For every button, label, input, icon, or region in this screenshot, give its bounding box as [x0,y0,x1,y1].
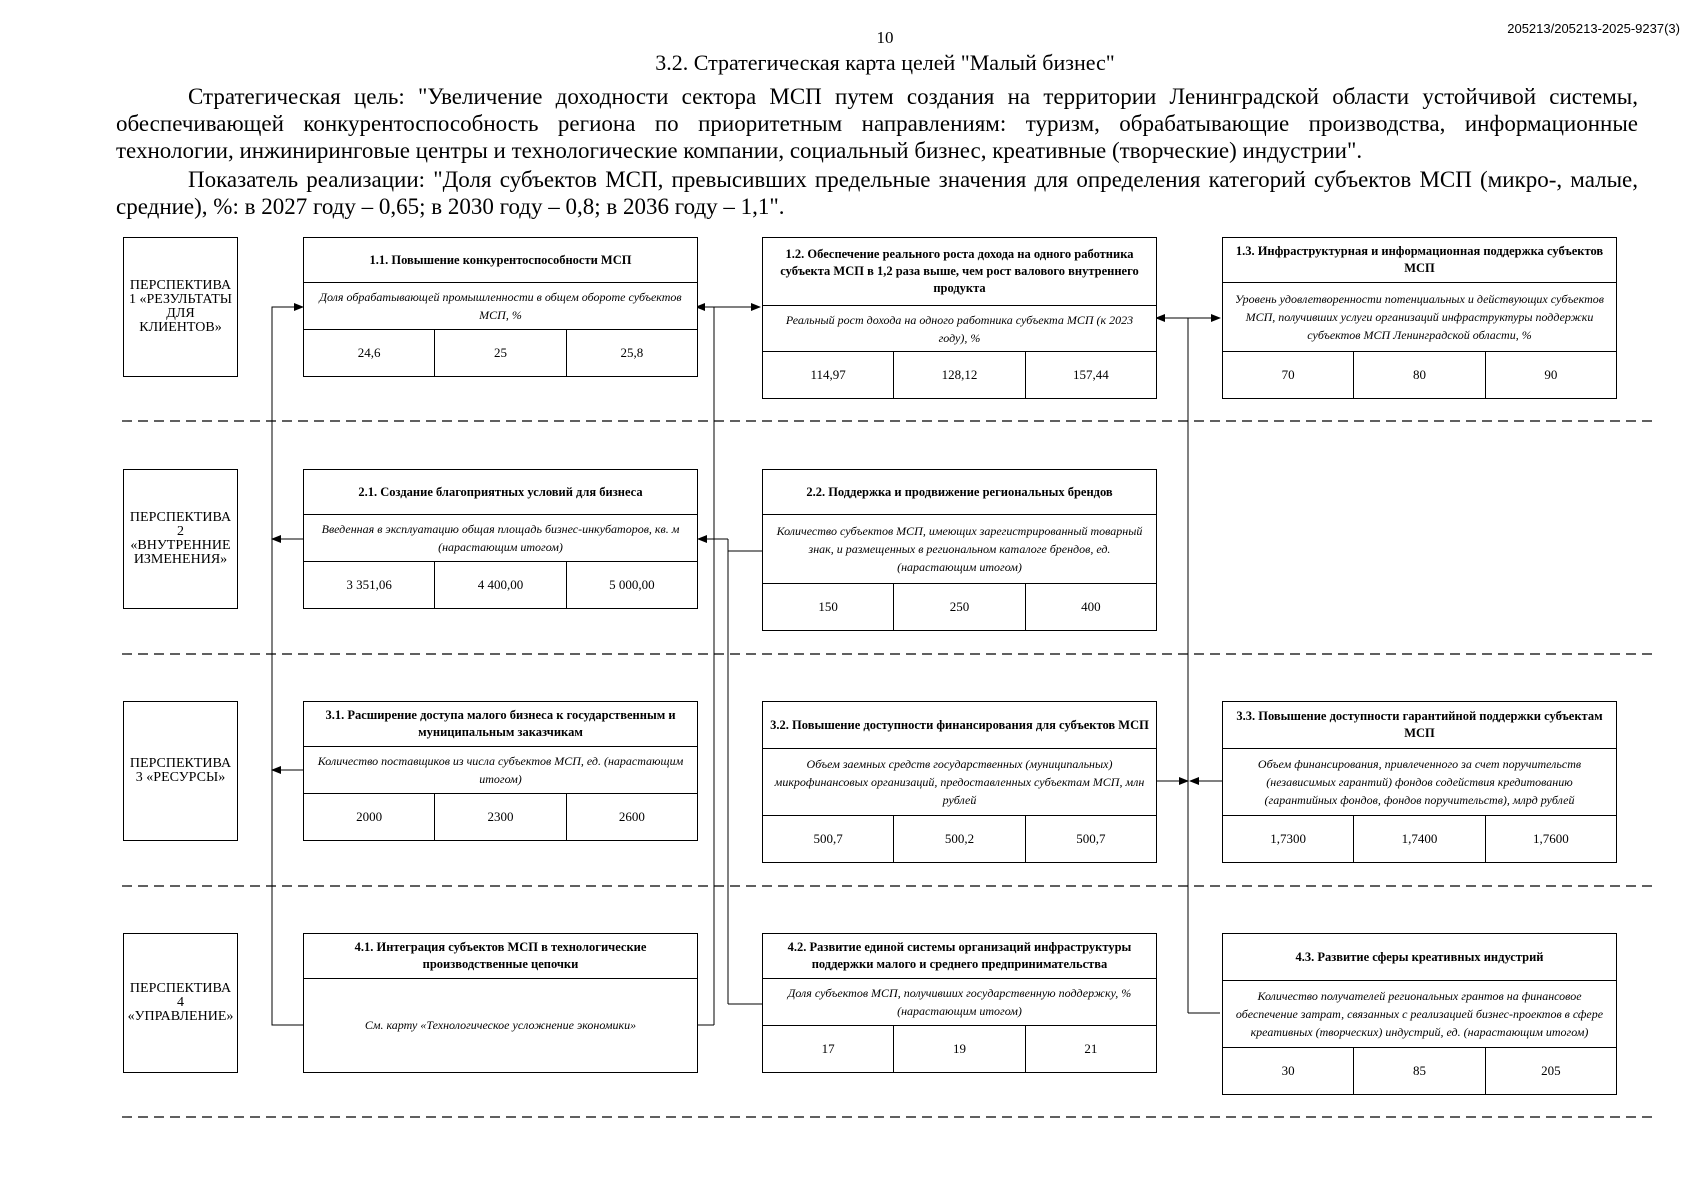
goal-1-3-box [1222,237,1617,399]
goal-indicator: Количество субъектов МСП, имеющих зарегистрированный товарный знак, и размещенных в региональном каталоге брендов, ед. (нарастающим итогом) [776,524,1143,574]
goal-value: 250 [893,584,1024,630]
goal-value: 1,7400 [1353,816,1484,862]
goal-indicator: Уровень удовлетворенности потенциальных и действующих субъектов МСП, получивших услуги организаций инфраструктуры поддержки субъектов МСП Ленинградской области, % [1235,292,1604,342]
perspective-3-label: ПЕРСПЕКТИВА 3 «РЕСУРСЫ» [123,701,238,841]
goal-indicator: Доля обрабатывающей промышленности в общем обороте субъектов МСП, % [319,290,682,322]
goal-value: 2600 [566,794,697,840]
goal-value: 3 351,06 [346,577,392,592]
goal-value: 1,7300 [1270,831,1307,846]
goal-value: 25,8 [566,330,697,376]
goal-title: 1.3. Инфраструктурная и информационная поддержка субъектов МСП [1223,238,1616,283]
goal-title: 3.3. Повышение доступности гарантийной поддержки субъектам МСП [1223,702,1616,749]
goal-title: 2.1. Создание благоприятных условий для бизнеса [304,470,697,515]
goal-value: 2300 [434,794,565,840]
goal-value: 24,6 [357,345,381,360]
goal-title: 4.2. Развитие единой системы организаций инфраструктуры поддержки малого и среднего предпринимательства [763,934,1156,979]
goal-indicator: Объем заемных средств государственных (муниципальных) микрофинансовых организаций, предоставленных субъектам МСП, млн рублей [774,757,1145,807]
goal-indicator: Введенная в эксплуатацию общая площадь бизнес-инкубаторов, кв. м (нарастающим итогом) [321,522,680,554]
goal-title: 1.2. Обеспечение реального роста дохода на одного работника субъекта МСП в 1,2 раза выше, чем рост валового внутреннего продукта [763,238,1156,306]
goal-value: 114,97 [810,367,846,382]
goal-value: 2000 [356,809,383,824]
goal-2-1-box [303,469,698,609]
goal-indicator: Реальный рост дохода на одного работника субъекта МСП (к 2023 году), % [785,312,1134,345]
goal-value: 21 [1025,1026,1156,1072]
goal-reference: См. карту «Технологическое усложнение экономики» [364,1018,637,1032]
page-title: 3.2. Стратегическая карта целей "Малый бизнес" [655,50,1115,75]
goal-value: 4 400,00 [434,562,565,608]
goal-value: 25 [434,330,565,376]
goal-4-3-box [1222,933,1617,1095]
perspective-2-label: ПЕРСПЕКТИВА 2 «ВНУТРЕННИЕ ИЗМЕНЕНИЯ» [123,469,238,609]
goal-value: 5 000,00 [566,562,697,608]
goal-value: 128,12 [893,352,1024,398]
goal-indicator: Количество получателей региональных грантов на финансовое обеспечение затрат, связанных с реализацией бизнес-проектов в сфере креативных (творческих) индустрий, ед. (нарастающим итогом) [1235,989,1604,1039]
goal-value: 500,2 [893,816,1024,862]
goal-3-2-box [762,701,1157,863]
goal-value: 17 [821,1041,835,1056]
goal-value: 205 [1485,1048,1616,1094]
goal-value: 90 [1485,352,1616,398]
perspective-1-label: ПЕРСПЕКТИВА 1 «РЕЗУЛЬТАТЫ ДЛЯ КЛИЕНТОВ» [123,237,238,377]
goal-2-2-box [762,469,1157,631]
strategic-goal-text: Стратегическая цель: "Увеличение доходности сектора МСП путем создания на территории Ленинградской области устойчивой системы, обеспечивающей конкурентоспособность региона по приоритетным направлениям: туризм, обрабатывающие производства, информационные технологии, инжиниринговые центры и технологические компании, социальный бизнес, креативные (творческие) индустрии". [116,84,1638,163]
goal-value: 70 [1281,367,1295,382]
goal-indicator: Объем финансирования, привлеченного за счет поручительств (независимых гарантий) фондов содействия кредитованию (гарантийных фондов, фондов поручительств), млрд рублей [1257,757,1582,807]
goal-title: 2.2. Поддержка и продвижение региональных брендов [763,470,1156,515]
perspective-4-label: ПЕРСПЕКТИВА 4 «УПРАВЛЕНИЕ» [123,933,238,1073]
goal-4-1-box [303,933,698,1073]
goal-title: 4.3. Развитие сферы креативных индустрий [1223,934,1616,981]
goal-value: 157,44 [1025,352,1156,398]
goal-indicator: Доля субъектов МСП, получивших государственную поддержку, % (нарастающим итогом) [787,986,1132,1018]
goal-value: 80 [1353,352,1484,398]
goal-value: 400 [1025,584,1156,630]
goal-title: 3.2. Повышение доступности финансирования для субъектов МСП [763,702,1156,749]
goal-title: 1.1. Повышение конкурентоспособности МСП [304,238,697,283]
goal-value: 150 [818,599,838,614]
document-id: 205213/205213-2025-9237(3) [1507,21,1680,36]
arrow-4-1-to-1-1 [272,307,303,1025]
goal-value: 30 [1281,1063,1295,1078]
goal-4-2-box [762,933,1157,1073]
goal-3-3-box [1222,701,1617,863]
goal-title: 4.1. Интеграция субъектов МСП в технологические производственные цепочки [304,934,697,979]
goal-value: 19 [893,1026,1024,1072]
goal-value: 85 [1353,1048,1484,1094]
goal-value: 1,7600 [1485,816,1616,862]
goal-3-1-box [303,701,698,841]
goal-title: 3.1. Расширение доступа малого бизнеса к государственным и муниципальным заказчикам [304,702,697,747]
implementation-indicator-text: Показатель реализации: "Доля субъектов МСП, превысивших предельные значения для определения категорий субъектов МСП (микро-, малые, средние), %: в 2027 году – 0,65; в 2030 году – 0,8; в 2036 году – 1,1". [116,167,1638,219]
goal-1-2-box [762,237,1157,399]
goal-value: 500,7 [813,831,843,846]
goal-1-1-box [303,237,698,377]
goal-value: 500,7 [1025,816,1156,862]
page-number: 10 [876,28,894,47]
goal-indicator: Количество поставщиков из числа субъектов МСП, ед. (нарастающим итогом) [317,754,684,786]
